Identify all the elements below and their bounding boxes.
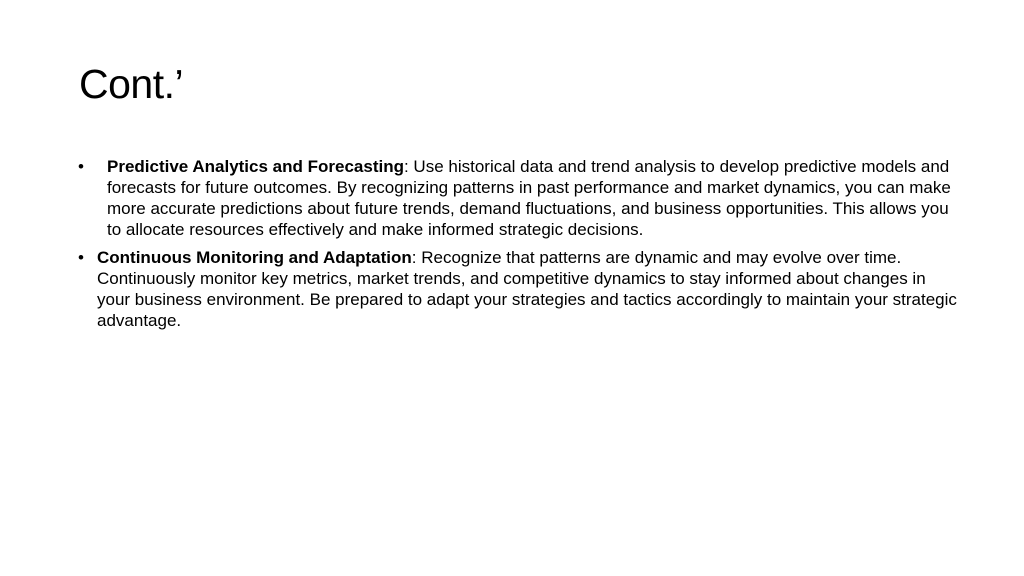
bullet-term: Predictive Analytics and Forecasting bbox=[107, 157, 404, 176]
slide-title: Cont.’ bbox=[79, 61, 184, 107]
bullet-marker: • bbox=[78, 157, 84, 176]
bullet-marker: • bbox=[78, 248, 84, 267]
bullet-body bbox=[78, 156, 958, 240]
bullet-text: : Recognize that patterns are dynamic and may evolve over time. Continuously monitor key metrics, market trends, and competitive dynamics to stay informed about changes in your business environment. Be prepared to adapt your strategies and tactics accordingly to maintain your strategic advantage. bbox=[97, 248, 957, 330]
bullet-term: Continuous Monitoring and Adaptation bbox=[97, 248, 412, 267]
bullet-item-continuous-monitoring bbox=[78, 247, 958, 331]
bullet-text: : Use historical data and trend analysis to develop predictive models and forecasts for future outcomes. By recognizing patterns in past performance and market dynamics, you can make more accurate predictions about future trends, demand fluctuations, and business opportunities. This allows you to allocate resources effectively and make informed strategic decisions. bbox=[107, 157, 951, 239]
bullet-item-predictive-analytics bbox=[78, 156, 958, 240]
bullet-body bbox=[78, 247, 958, 331]
bullet-list bbox=[78, 156, 958, 338]
